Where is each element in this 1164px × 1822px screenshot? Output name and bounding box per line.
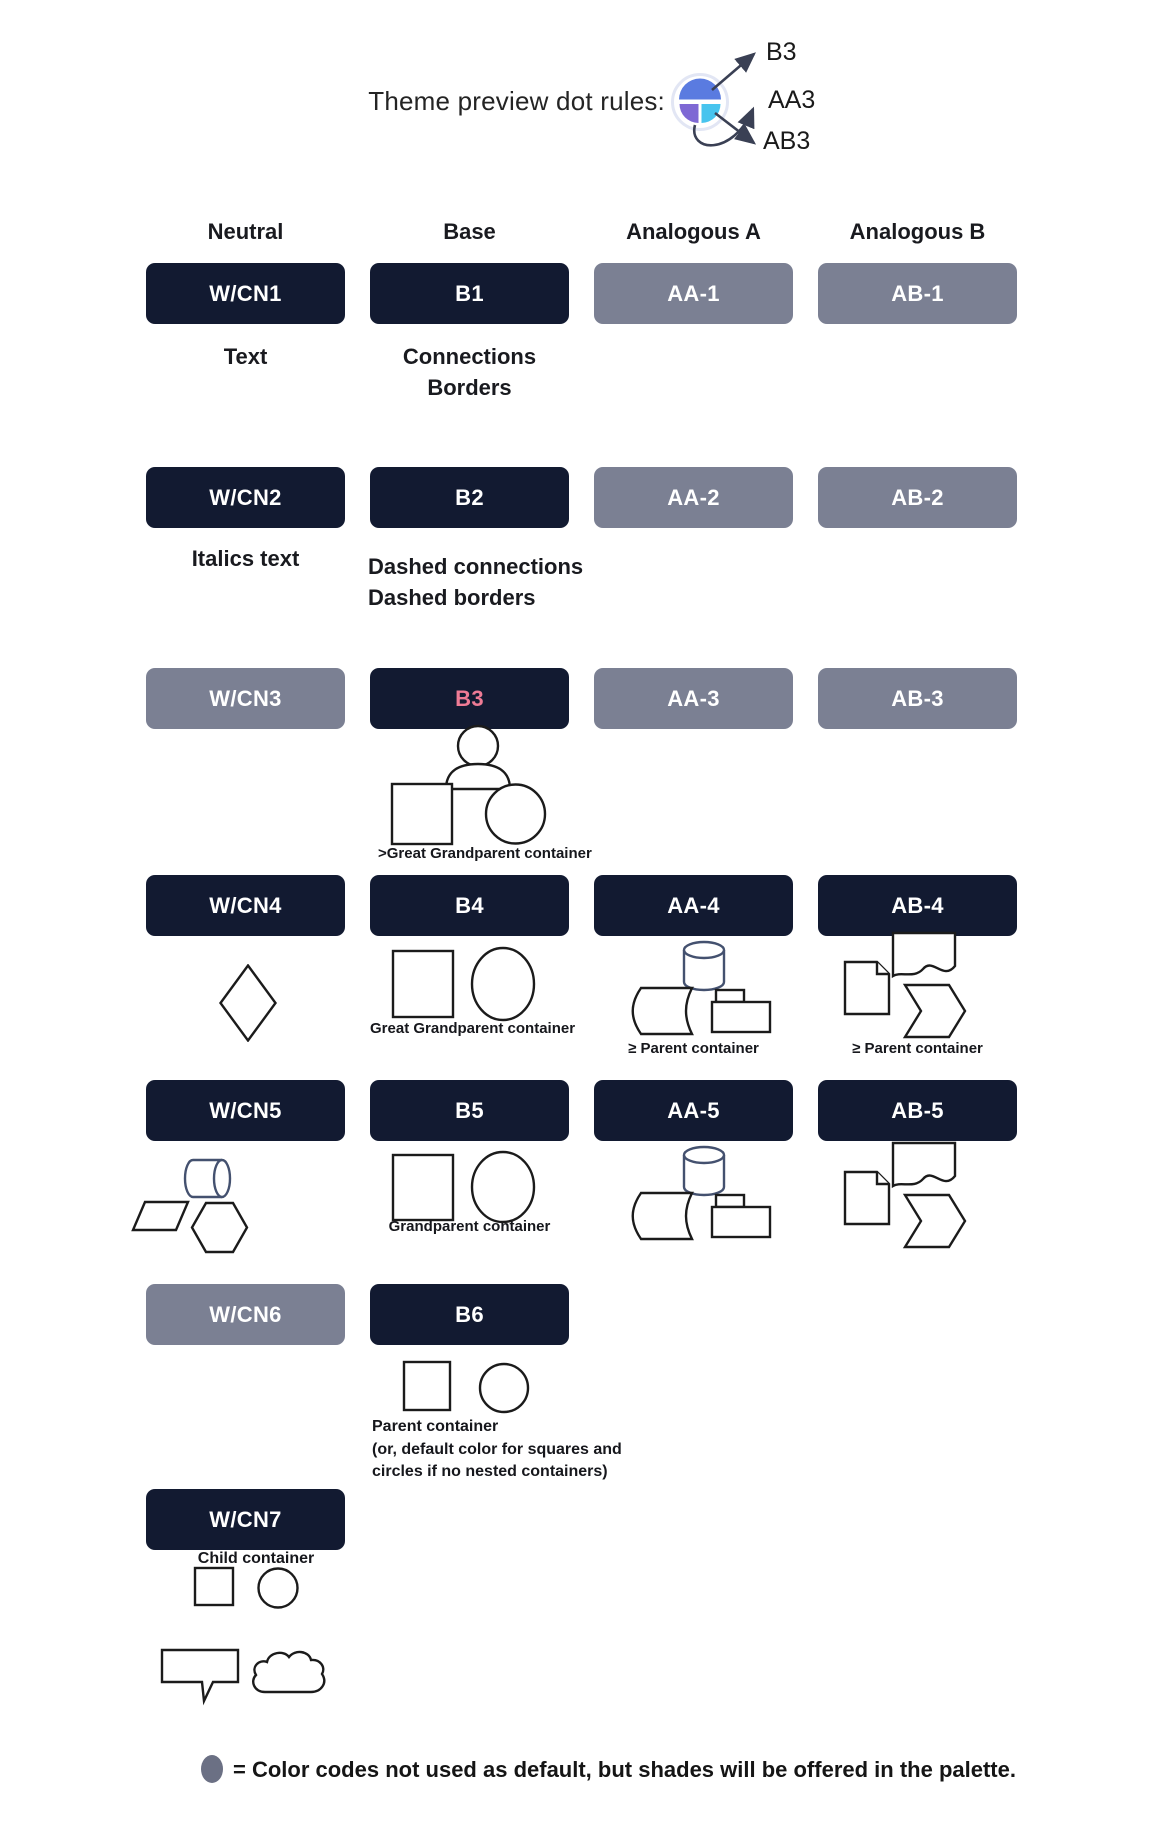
circle-shape — [480, 1364, 528, 1412]
b6-shape-cluster — [398, 1358, 538, 1416]
swatch-b1: B1 — [370, 263, 569, 324]
circle-shape — [472, 948, 534, 1020]
swatch-b3: B3 — [370, 668, 569, 729]
cylinder-icon-top — [684, 942, 724, 958]
note-borders: Borders — [427, 375, 512, 400]
wavy-card-shape — [893, 933, 955, 976]
swatch-ab1: AB-1 — [818, 263, 1017, 324]
swatch-aa5: AA-5 — [594, 1080, 793, 1141]
stored-data-shape — [633, 1193, 692, 1239]
note-great-grandparent-gt: >Great Grandparent container — [378, 845, 592, 862]
swatch-wcn3: W/CN3 — [146, 668, 345, 729]
wcn7-shape-cluster-2 — [155, 1640, 340, 1710]
swatch-wcn1: W/CN1 — [146, 263, 345, 324]
swatch-ab2: AB-2 — [818, 467, 1017, 528]
cylinder-icon-end — [214, 1160, 230, 1197]
swatch-wcn2: W/CN2 — [146, 467, 345, 528]
column-header-analogous-b: Analogous B — [849, 219, 986, 244]
note-parent-container-line3: circles if no nested containers) — [372, 1463, 608, 1480]
swatch-aa3: AA-3 — [594, 668, 793, 729]
swatch-ab4: AB-4 — [818, 875, 1017, 936]
circle-shape — [486, 785, 545, 844]
note-dashed-connections: Dashed connections — [368, 554, 584, 579]
swatch-ab5: AB-5 — [818, 1080, 1017, 1141]
person-icon-head — [458, 726, 498, 766]
tabbed-card-shape — [712, 1207, 770, 1237]
swatch-aa4: AA-4 — [594, 875, 793, 936]
aa4-shape-cluster — [625, 938, 775, 1038]
note-parent-container: Parent container — [372, 1418, 499, 1435]
note-child-container: Child container — [197, 1550, 315, 1567]
chevron-shape — [905, 985, 965, 1037]
parallelogram-shape — [133, 1202, 188, 1230]
swatch-b5: B5 — [370, 1080, 569, 1141]
footnote-dot — [201, 1755, 223, 1783]
circle-shape — [472, 1152, 534, 1222]
square-shape — [195, 1568, 233, 1605]
square-shape — [393, 1155, 453, 1220]
note-parent-aa: ≥ Parent container — [628, 1040, 759, 1057]
note-dashed-borders: Dashed borders — [368, 585, 536, 610]
dot-target-b3: B3 — [766, 38, 797, 66]
chevron-shape — [905, 1195, 965, 1247]
swatch-b4: B4 — [370, 875, 569, 936]
theme-preview-dot-diagram — [655, 30, 770, 155]
swatch-ab3: AB-3 — [818, 668, 1017, 729]
hexagon-shape — [192, 1203, 247, 1252]
swatch-aa2: AA-2 — [594, 467, 793, 528]
swatch-wcn4: W/CN4 — [146, 875, 345, 936]
ab4-shape-cluster — [830, 930, 1030, 1042]
diamond-shape — [221, 966, 276, 1041]
wcn7-shape-cluster — [190, 1563, 310, 1613]
stored-data-shape — [633, 988, 692, 1034]
cloud-shape — [253, 1652, 324, 1692]
swatch-b6: B6 — [370, 1284, 569, 1345]
arrow-to-b3 — [712, 54, 754, 90]
note-grandparent: Grandparent container — [388, 1218, 551, 1235]
column-header-neutral: Neutral — [207, 219, 284, 244]
note-connections: Connections — [402, 344, 537, 369]
cylinder-icon-top — [684, 1147, 724, 1163]
aa5-shape-cluster — [625, 1143, 775, 1243]
column-header-base: Base — [443, 219, 496, 244]
speech-bubble-shape — [162, 1650, 238, 1701]
note-parent-container-line2: (or, default color for squares and — [372, 1441, 622, 1458]
document-shape-fold — [877, 962, 889, 974]
footnote-text: = Color codes not used as default, but shades will be offered in the palette. — [233, 1757, 1016, 1782]
wcn5-shape-cluster — [128, 1148, 263, 1258]
person-icon-shoulders — [446, 764, 510, 789]
swatch-b2: B2 — [370, 467, 569, 528]
note-parent-ab: ≥ Parent container — [852, 1040, 983, 1057]
wcn4-shape-cluster — [219, 964, 277, 1042]
page-title: Theme preview dot rules: — [368, 86, 665, 116]
square-shape — [392, 784, 452, 844]
b3-shape-cluster — [375, 723, 590, 848]
column-header-analogous-a: Analogous A — [626, 219, 761, 244]
swatch-wcn5: W/CN5 — [146, 1080, 345, 1141]
square-shape — [393, 951, 453, 1017]
tabbed-card-shape — [712, 1002, 770, 1032]
note-italics-text: Italics text — [191, 546, 300, 571]
circle-shape — [259, 1569, 298, 1608]
note-text: Text — [223, 344, 268, 369]
swatch-aa1: AA-1 — [594, 263, 793, 324]
swatch-wcn7: W/CN7 — [146, 1489, 345, 1550]
dot-target-aa3: AA3 — [768, 86, 816, 114]
swatch-wcn6: W/CN6 — [146, 1284, 345, 1345]
tabbed-card-tab — [716, 990, 744, 1002]
b4-shape-cluster — [390, 945, 550, 1025]
ab5-shape-cluster — [830, 1140, 1030, 1252]
square-shape — [404, 1362, 450, 1410]
tabbed-card-tab — [716, 1195, 744, 1207]
note-great-grandparent: Great Grandparent container — [370, 1020, 576, 1037]
dot-target-ab3: AB3 — [763, 127, 811, 155]
b5-shape-cluster — [390, 1150, 550, 1225]
wavy-card-shape — [893, 1143, 955, 1186]
